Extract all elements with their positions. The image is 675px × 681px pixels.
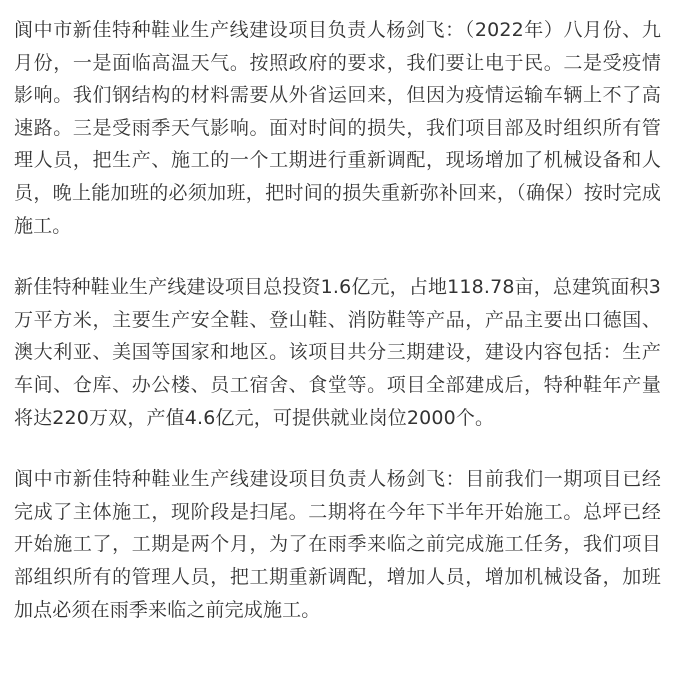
paragraph-interview-delays: 阆中市新佳特种鞋业生产线建设项目负责人杨剑飞：（2022年）八月份、九月份，一是面临高温天气。按照政府的要求，我们要让电于民。二是受疫情影响。我们钢结构的材料需要从外省运回来，但因为疫情运输车辆上不了高速路。三是受雨季天气影响。面对时间的损失，我们项目部及时组织所有管理人员，把生产、施工的一个工期进行重新调配，现场增加了机械设备和人员，晚上能加班的必须加班，把时间的损失重新弥补回来，（确保）按时完成施工。	[14, 19, 661, 237]
paragraph-interview-progress: 阆中市新佳特种鞋业生产线建设项目负责人杨剑飞：目前我们一期项目已经完成了主体施工，现阶段是扫尾。二期将在今年下半年开始施工。总坪已经开始施工了，工期是两个月，为了在雨季来临之前完成施工任务，我们项目部组织所有的管理人员，把工期重新调配，增加人员，增加机械设备，加班加点必须在雨季来临之前完成施工。	[14, 468, 661, 621]
paragraph-project-overview: 新佳特种鞋业生产线建设项目总投资1.6亿元，占地118.78亩，总建筑面积3万平方米，主要生产安全鞋、登山鞋、消防鞋等产品，产品主要出口德国、澳大利亚、美国等国家和地区。该项目共分三期建设，建设内容包括：生产车间、仓库、办公楼、员工宿舍、食堂等。项目全部建成后，特种鞋年产量将达220万双，产值4.6亿元，可提供就业岗位2000个。	[14, 276, 661, 429]
